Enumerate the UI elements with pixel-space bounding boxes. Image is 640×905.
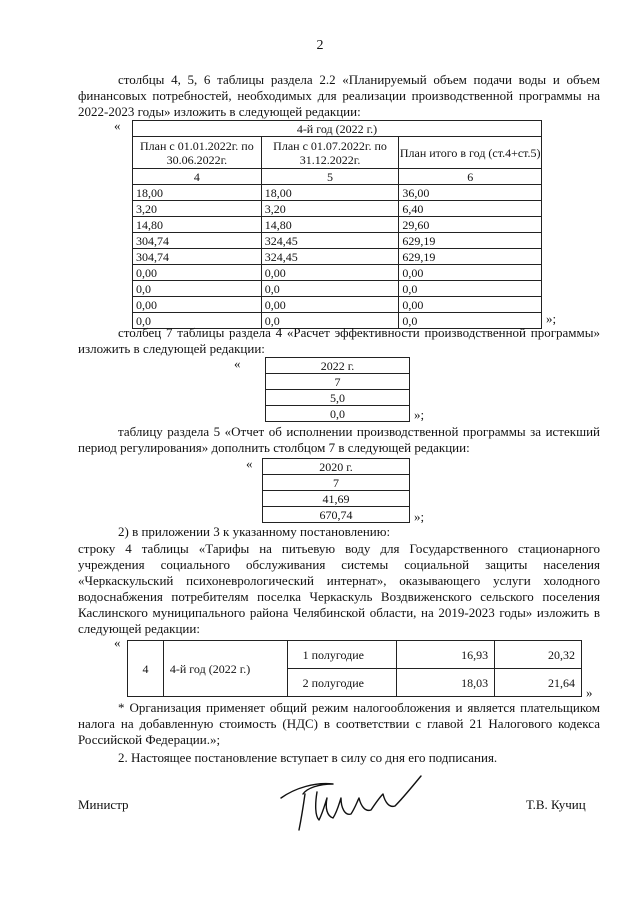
table2-cell: 5,0 [266,390,410,406]
table-row [133,185,542,201]
table4-close-quote: » [586,685,593,700]
table1-cell: 0,00 [261,265,399,281]
table3-cell: 2020 г. [263,459,410,475]
paragraph-row-4-tariffs: строку 4 таблицы «Тарифы на питьевую воду для Государственного стационарного учреждения социального обслуживания системы социальной защиты населения «Черкаскульский психоневрологический интернат», оказывающего услуги холодного водоснабжения потребителям поселка Черкаскуль Воздвиженского сельского поселения Каслинского муниципального района Челябинской области, на 2019-2023 годы» изложить в следующей редакции: [78,541,600,636]
table1-cell: 0,0 [133,313,262,329]
table4-cell: 18,03 [397,669,495,697]
table1-cell: 0,00 [133,265,262,281]
table1-cell: 0,0 [399,313,542,329]
table1-col-number: 4 [133,169,262,185]
table1-year-header: 4-й год (2022 г.) [133,121,542,137]
page-number: 2 [316,38,324,53]
table-row [263,475,410,491]
table2-cell: 7 [266,374,410,390]
table1-col-header-5: План с 01.07.2022г. по 31.12.2022г. [261,137,399,169]
table-planned-volume [132,120,542,329]
table1-cell: 6,40 [399,201,542,217]
table-row [133,201,542,217]
table-report-column [262,458,410,523]
table-row [128,641,582,669]
table4-period: 1 полугодие [287,641,397,669]
table1-cell: 0,00 [261,297,399,313]
table-row [266,358,410,374]
table1-cell: 629,19 [399,233,542,249]
paragraph-effective-date: 2. Настоящее постановление вступает в силу со дня его подписания. [118,750,498,765]
table1-cell: 14,80 [133,217,262,233]
paragraph-section-5: таблицу раздела 5 «Отчет об исполнении производственной программы за истекший период регулирования» дополнить столбцом 7 в следующей редакции: [78,424,600,455]
table1-cell: 3,20 [133,201,262,217]
table-row [133,249,542,265]
table-row [133,265,542,281]
table4-period: 2 полугодие [287,669,397,697]
table1-cell: 304,74 [133,233,262,249]
table4-year: 4-й год (2022 г.) [163,641,287,697]
handwritten-signature [275,768,425,833]
table1-cell: 0,00 [399,265,542,281]
table-row [133,297,542,313]
table1-cell: 3,20 [261,201,399,217]
paragraph-appendix-3: 2) в приложении 3 к указанному постановлению: [118,524,391,539]
table1-close-quote: »; [546,311,557,326]
table-row [133,217,542,233]
table1-col-header-4: План с 01.01.2022г. по 30.06.2022г. [133,137,262,169]
signatory-name: Т.В. Кучиц [526,797,586,812]
table1-cell: 18,00 [261,185,399,201]
table1-cell: 36,00 [399,185,542,201]
table3-close-quote: »; [414,509,425,524]
table1-cell: 0,0 [399,281,542,297]
table1-cell: 0,0 [261,281,399,297]
table1-cell: 0,00 [399,297,542,313]
table-row [266,390,410,406]
table4-cell: 16,93 [397,641,495,669]
table1-cell: 324,45 [261,249,399,265]
table4-row-number: 4 [128,641,164,697]
paragraph-table-2-2-intro: столбцы 4, 5, 6 таблицы раздела 2.2 «Планируемый объем подачи воды и объем финансовых потребностей, необходимых для реализации производственной программы на 2022-2023 годы» изложить в следующей редакции: [78,72,600,119]
table-row [263,491,410,507]
table2-open-quote: « [234,356,241,371]
table-row [266,406,410,422]
table2-cell: 0,0 [266,406,410,422]
table1-cell: 18,00 [133,185,262,201]
table-efficiency-column [265,357,410,422]
table-tariffs-row-4 [127,640,582,697]
table1-col-number: 5 [261,169,399,185]
table1-cell: 629,19 [399,249,542,265]
table-row [263,459,410,475]
table3-open-quote: « [246,456,253,471]
table2-close-quote: »; [414,407,425,422]
table4-open-quote: « [114,635,121,650]
table1-col-header-6: План итого в год (ст.4+ст.5) [399,137,542,169]
table1-col-number: 6 [399,169,542,185]
table3-cell: 670,74 [263,507,410,523]
table4-cell: 21,64 [495,669,582,697]
table1-cell: 304,74 [133,249,262,265]
table1-cell: 0,0 [133,281,262,297]
table-row [263,507,410,523]
table1-open-quote: « [114,118,121,133]
table1-cell: 0,00 [133,297,262,313]
table4-cell: 20,32 [495,641,582,669]
table-row [266,374,410,390]
table1-cell: 0,0 [261,313,399,329]
table3-cell: 41,69 [263,491,410,507]
table2-cell: 2022 г. [266,358,410,374]
table-row [133,233,542,249]
table1-cell: 29,60 [399,217,542,233]
table1-cell: 324,45 [261,233,399,249]
signatory-title: Министр [78,797,129,812]
table3-cell: 7 [263,475,410,491]
paragraph-section-4: столбец 7 таблицы раздела 4 «Расчет эффективности производственной программы» изложить в следующей редакции: [78,325,600,356]
footnote-tax-regime: * Организация применяет общий режим налогообложения и является плательщиком налога на добавленную стоимость (НДС) в соответствии с главой 21 Налогового кодекса Российской Федерации.»; [78,700,600,747]
table1-cell: 14,80 [261,217,399,233]
table-row [133,281,542,297]
